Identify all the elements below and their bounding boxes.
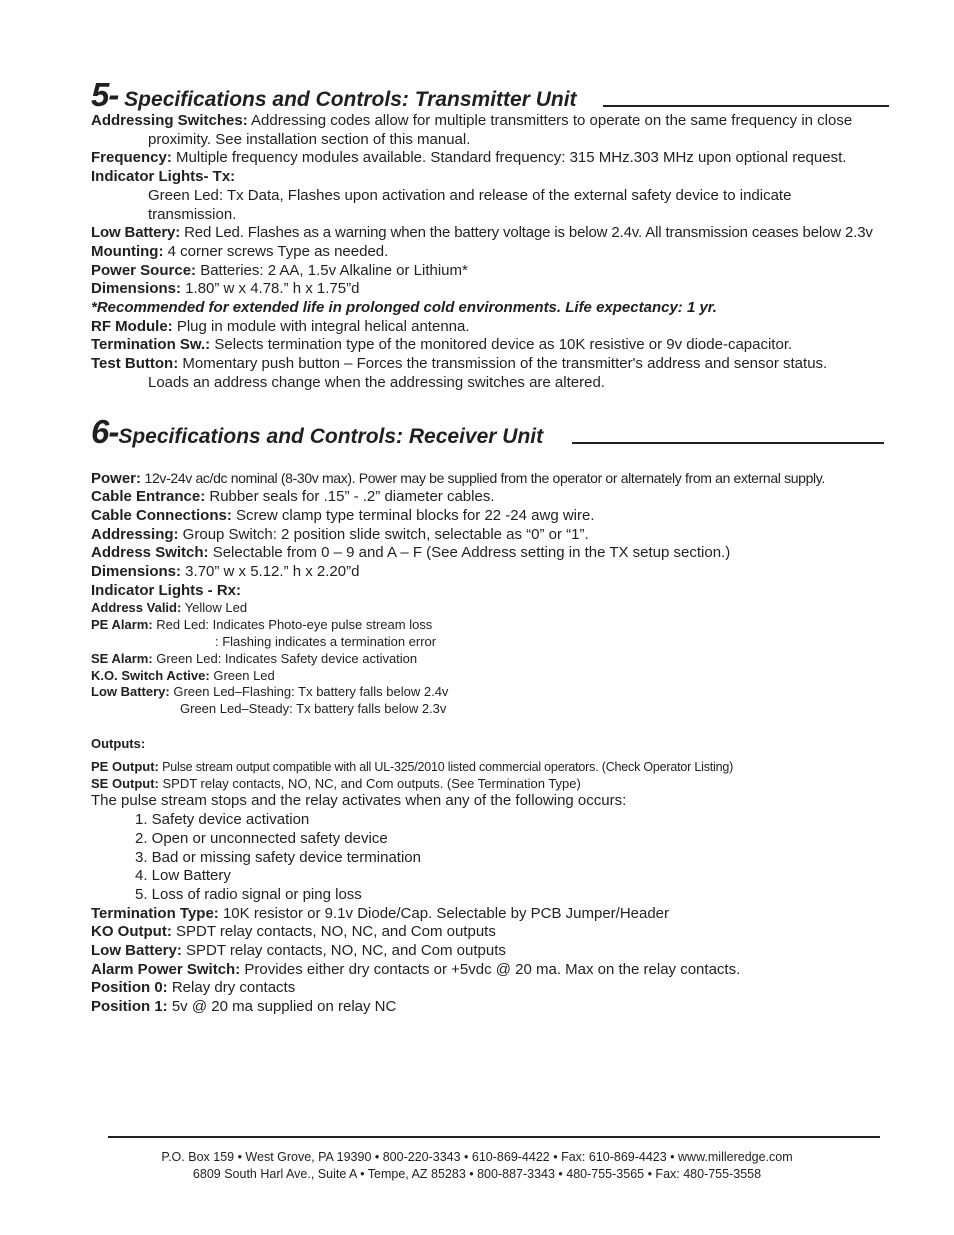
- spec-note: *Recommended for extended life in prolonged cold environments. Life expectancy: 1 yr.: [91, 299, 717, 317]
- section-5-rule: [603, 105, 889, 107]
- section-6-number: 6-: [91, 412, 119, 450]
- spec-line: Power Source: Batteries: 2 AA, 1.5v Alkaline or Lithium*: [91, 261, 468, 279]
- spec-line: Cable Connections: Screw clamp type terminal blocks for 22 -24 awg wire.: [91, 506, 595, 524]
- section-6-heading: [91, 413, 906, 449]
- list-item: Low Battery: Green Led–Flashing: Tx battery falls below 2.4v: [91, 684, 449, 700]
- outputs-heading: Outputs:: [91, 736, 146, 752]
- conditions-list: [91, 811, 906, 905]
- spec-line: Green Led: Tx Data, Flashes upon activation and release of the external safety device to indicate: [148, 186, 792, 204]
- spec-line: Cable Entrance: Rubber seals for .15” - .2” diameter cables.: [91, 488, 495, 506]
- spec-line: PE Output: Pulse stream output compatible with all UL-325/2010 listed commercial operators. (Check Operator Listing): [91, 758, 734, 774]
- spec-line: Low Battery: Red Led. Flashes as a warning when the battery voltage is below 2.4v. All transmission ceases below 2.3v: [91, 224, 873, 242]
- indicator-lights-list: [91, 600, 906, 718]
- spec-line: Mounting: 4 corner screws Type as needed.: [91, 242, 389, 260]
- spec-line: Loads an address change when the addressing switches are altered.: [148, 373, 605, 391]
- footer-address-tempe: 6809 South Harl Ave., Suite A • Tempe, AZ 85283 • 800-887-3343 • 480-755-3565 • Fax: 480-755-3558: [192, 1166, 762, 1181]
- list-item: PE Alarm: Red Led: Indicates Photo-eye pulse stream loss: [91, 617, 433, 633]
- spec-line: Indicator Lights- Tx:: [91, 168, 236, 186]
- spec-line: KO Output: SPDT relay contacts, NO, NC, and Com outputs: [91, 923, 496, 941]
- spec-line: SE Output: SPDT relay contacts, NO, NC, and Com outputs. (See Termination Type): [91, 775, 581, 791]
- spec-line: RF Module: Plug in module with integral helical antenna.: [91, 317, 470, 335]
- spec-line: Dimensions: 1.80” w x 4.78.” h x 1.75”d: [91, 280, 360, 298]
- list-item: 4. Low Battery: [135, 867, 231, 885]
- spec-line: Power: 12v-24v ac/dc nominal (8-30v max). Power may be supplied from the operator or alternately from an external supply.: [91, 469, 825, 487]
- spec-line: Position 1: 5v @ 20 ma supplied on relay NC: [91, 998, 397, 1016]
- list-item: SE Alarm: Green Led: Indicates Safety device activation: [91, 650, 418, 666]
- spec-line: Low Battery: SPDT relay contacts, NO, NC, and Com outputs: [91, 942, 506, 960]
- footer-address-west-grove: P.O. Box 159 • West Grove, PA 19390 • 800-220-3343 • 610-869-4422 • Fax: 610-869-4423 • www.milleredge.com: [161, 1150, 793, 1164]
- spec-line: proximity. See installation section of this manual.: [148, 130, 471, 148]
- spec-line: Indicator Lights - Rx:: [91, 581, 241, 599]
- section-6-rule: [572, 442, 884, 444]
- spec-line: Addressing Switches: Addressing codes allow for multiple transmitters to operate on the same frequency in close: [91, 112, 853, 129]
- spec-line: Addressing: Group Switch: 2 position slide switch, selectable as “0” or “1”.: [91, 525, 589, 543]
- list-item: K.O. Switch Active: Green Led: [91, 667, 275, 683]
- list-item: Green Led–Steady: Tx battery falls below 2.3v: [180, 701, 447, 717]
- pulse-intro: The pulse stream stops and the relay activates when any of the following occurs:: [91, 792, 627, 810]
- footer-rule: [108, 1136, 880, 1138]
- section-6-title: Specifications and Controls: Receiver Unit: [118, 424, 544, 448]
- list-item: 2. Open or unconnected safety device: [135, 829, 388, 847]
- spec-line: transmission.: [148, 205, 237, 223]
- section-5-title: Specifications and Controls: Transmitter Unit: [118, 88, 577, 111]
- spec-line: Termination Sw.: Selects termination type of the monitored device as 10K resistive or 9v diode-capacitor.: [91, 336, 793, 354]
- list-item: : Flashing indicates a termination error: [215, 634, 437, 650]
- list-item: 1. Safety device activation: [135, 811, 310, 829]
- section-5-number: 5-: [91, 76, 119, 113]
- document-page: [91, 74, 906, 1017]
- footer: [108, 1149, 846, 1182]
- section-6-body: [91, 469, 906, 1017]
- spec-line: Test Button: Momentary push button – Forces the transmission of the transmitter's address and sensor status.: [91, 355, 828, 373]
- spec-line: Position 0: Relay dry contacts: [91, 979, 296, 997]
- list-item: Address Valid: Yellow Led: [91, 600, 248, 616]
- spec-line: Dimensions: 3.70” w x 5.12.” h x 2.20”d: [91, 563, 360, 581]
- spec-line: Frequency: Multiple frequency modules available. Standard frequency: 315 MHz.303 MHz upon optional request.: [91, 149, 847, 167]
- list-item: 3. Bad or missing safety device termination: [135, 848, 421, 866]
- section-5-body: [91, 112, 906, 393]
- spec-line: Termination Type: 10K resistor or 9.1v Diode/Cap. Selectable by PCB Jumper/Header: [91, 904, 670, 922]
- spec-line: Address Switch: Selectable from 0 – 9 and A – F (See Address setting in the TX setup section.): [91, 544, 731, 562]
- list-item: 5. Loss of radio signal or ping loss: [135, 885, 362, 903]
- spec-line: Alarm Power Switch: Provides either dry contacts or +5vdc @ 20 ma. Max on the relay contacts.: [91, 960, 741, 978]
- section-5-heading: [91, 76, 906, 112]
